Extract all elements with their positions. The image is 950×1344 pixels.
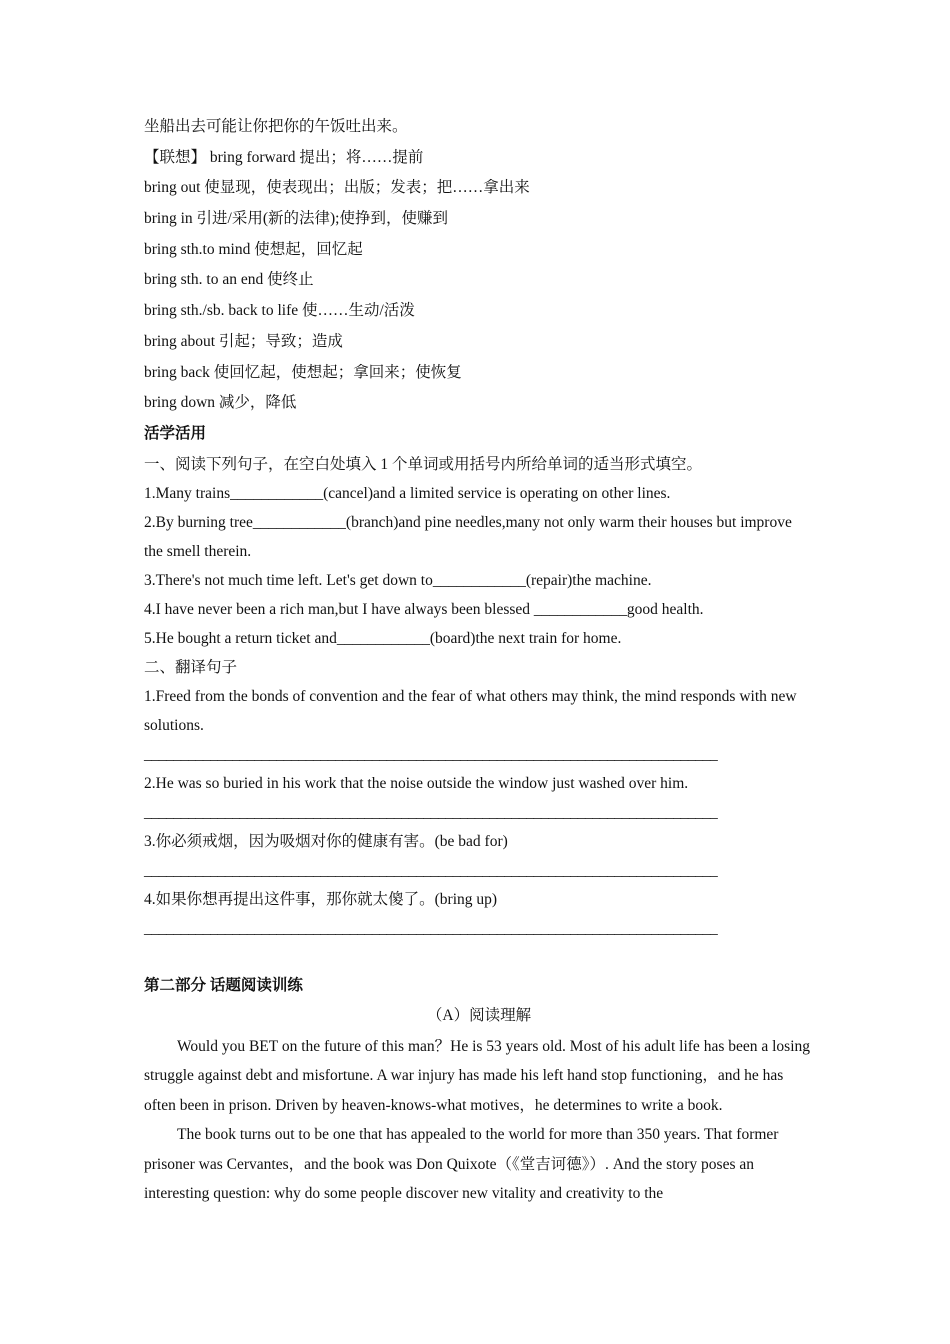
text-line: bring back 使回忆起，使想起；拿回来；使恢复 [144, 363, 462, 381]
text-line: 【联想】 bring forward 提出；将……提前 [144, 148, 424, 166]
answer-line: ______________________________________________________________________________ [144, 861, 718, 879]
fill-item: 2.By burning tree____________(branch)and pine needles,many not only warm their houses but improve the smell therein. [144, 513, 792, 560]
answer-line: ______________________________________________________________________________ [144, 919, 718, 937]
reading-paragraph: Would you BET on the future of this man？He is 53 years old. Most of his adult life has been a losing struggle against debt and misfortune. A war injury has made his left hand stop functioning，and he has often been in prison. Driven by heaven-knows-what motives，he determines to write a book. [144, 1037, 811, 1114]
answer-line: ______________________________________________________________________________ [144, 745, 718, 763]
answer-line: ______________________________________________________________________________ [144, 803, 718, 821]
text-line: bring out 使显现，使表现出；出版；发表；把……拿出来 [144, 179, 530, 197]
translate-item: 2.He was so buried in his work that the noise outside the window just washed over him. [144, 774, 689, 792]
text-line: bring in 引进/采用(新的法律);使挣到，使赚到 [144, 210, 448, 228]
text-line: bring down 减少，降低 [144, 394, 297, 412]
translate-item: 4.如果你想再提出这件事，那你就太傻了。(bring up) [144, 890, 498, 908]
text-line: bring sth./sb. back to life 使……生动/活泼 [144, 302, 415, 320]
section-title: 第二部分 话题阅读训练 [144, 976, 303, 994]
text-line: bring sth. to an end 使终止 [144, 271, 314, 289]
document-content [144, 112, 814, 1209]
translate-item: 1.Freed from the bonds of convention and the fear of what others may think, the mind responds with new solutions. [144, 687, 797, 734]
practice-heading: 活学活用 [144, 424, 207, 442]
fill-item: 1.Many trains____________(cancel)and a limited service is operating on other lines. [144, 484, 671, 502]
text-line: 坐船出去可能让你把你的午饭吐出来。 [144, 118, 408, 135]
translate-item: 3.你必须戒烟，因为吸烟对你的健康有害。(be bad for) [144, 832, 508, 850]
text-line: bring about 引起；导致；造成 [144, 332, 343, 350]
fill-item: 5.He bought a return ticket and____________(board)the next train for home. [144, 629, 622, 647]
fill-item: 4.I have never been a rich man,but I have always been blessed ____________good health. [144, 600, 704, 618]
reading-paragraph: The book turns out to be one that has appealed to the world for more than 350 years. That former prisoner was Cervantes，and the book was Don Quixote（《堂吉诃德》）. And the story poses an interesting question: why do some people discover new vitality and creativity to the [144, 1126, 779, 1203]
reading-subtitle: （A）阅读理解 [426, 1007, 532, 1025]
spacer [144, 943, 814, 971]
part2-title: 二、翻译句子 [144, 658, 238, 676]
fill-item: 3.There's not much time left. Let's get down to____________(repair)the machine. [144, 571, 652, 589]
part1-title: 一、阅读下列句子，在空白处填入 1 个单词或用括号内所给单词的适当形式填空。 [144, 455, 703, 473]
text-line: bring sth.to mind 使想起，回忆起 [144, 240, 363, 258]
